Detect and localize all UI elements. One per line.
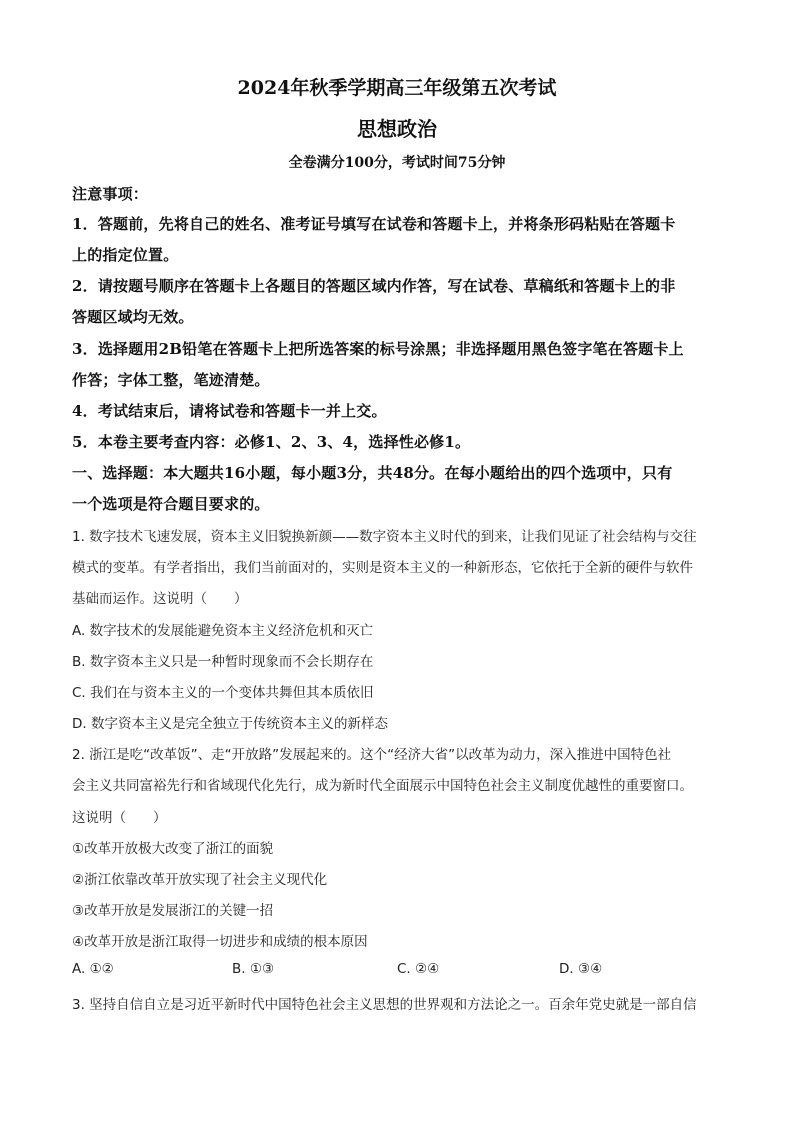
q1-option-d: D. 数字资本主义是完全独立于传统资本主义的新样态	[72, 716, 388, 732]
q2-stem: 会主义共同富裕先行和省域现代化先行，成为新时代全面展示中国特色社会主义制度优越性的重要窗口。	[72, 778, 693, 794]
note-line: 作答；字体工整，笔迹清楚。	[72, 371, 270, 389]
q1-stem: 模式的变革。有学者指出，我们当前面对的，实则是资本主义的一种新形态，它依托于全新的硬件与软件	[72, 560, 693, 576]
note-line: 5．本卷主要考查内容：必修1、2、3、4，选择性必修1。	[72, 433, 471, 451]
q1-option-b: B. 数字资本主义只是一种暂时现象而不会长期存在	[72, 654, 374, 670]
q1-option-c: C. 我们在与资本主义的一个变体共舞但其本质依旧	[72, 685, 374, 701]
note-line: 3．选择题用2B铅笔在答题卡上把所选答案的标号涂黑；非选择题用黑色签字笔在答题卡上	[72, 340, 684, 358]
note-line: 1．答题前，先将自己的姓名、准考证号填写在试卷和答题卡上，并将条形码粘贴在答题卡	[72, 215, 676, 233]
note-line: 4．考试结束后，请将试卷和答题卡一并上交。	[72, 402, 387, 420]
q2-stem: 这说明（ ）	[72, 810, 167, 826]
note-line: 上的指定位置。	[72, 246, 179, 264]
q2-stem: 2. 浙江是吃“改革饭”、走“开放路”发展起来的。这个“经济大省”以改革为动力，深入推进中国特色社	[72, 747, 672, 763]
q2-statement: ④改革开放是浙江取得一切进步和成绩的根本原因	[72, 934, 368, 950]
q1-stem: 基础而运作。这说明（ ）	[72, 591, 248, 607]
exam-info: 全卷满分100分，考试时间75分钟	[288, 155, 506, 171]
q1-stem: 1. 数字技术飞速发展，资本主义旧貌换新颜——数字资本主义时代的到来，让我们见证了社会结构与交往	[72, 529, 697, 545]
subject-title: 思想政治	[357, 117, 437, 141]
q2-statement: ③改革开放是发展浙江的关键一招	[72, 903, 274, 919]
q3-stem: 3. 坚持自信自立是习近平新时代中国特色社会主义思想的世界观和方法论之一。百余年党史就是一部自信	[72, 997, 697, 1013]
note-line: 答题区域均无效。	[72, 308, 194, 326]
note-line: 2．请按题号顺序在答题卡上各题目的答题区域内作答，写在试卷、草稿纸和答题卡上的非	[72, 277, 676, 295]
notes-heading: 注意事项：	[72, 185, 149, 203]
q2-option-c: C. ②④	[397, 961, 440, 977]
section-heading: 一、选择题：本大题共16小题，每小题3分，共48分。在每小题给出的四个选项中，只有	[72, 464, 673, 482]
q1-option-a: A. 数字技术的发展能避免资本主义经济危机和灭亡	[72, 623, 374, 639]
section-heading: 一个选项是符合题目要求的。	[72, 495, 270, 513]
q2-option-a: A. ①②	[72, 961, 114, 977]
q2-option-d: D. ③④	[559, 961, 603, 977]
q2-option-b: B. ①③	[232, 961, 275, 977]
exam-title: 2024年秋季学期高三年级第五次考试	[237, 77, 557, 99]
q2-statement: ②浙江依靠改革开放实现了社会主义现代化	[72, 872, 328, 888]
q2-statement: ①改革开放极大改变了浙江的面貌	[72, 841, 274, 857]
